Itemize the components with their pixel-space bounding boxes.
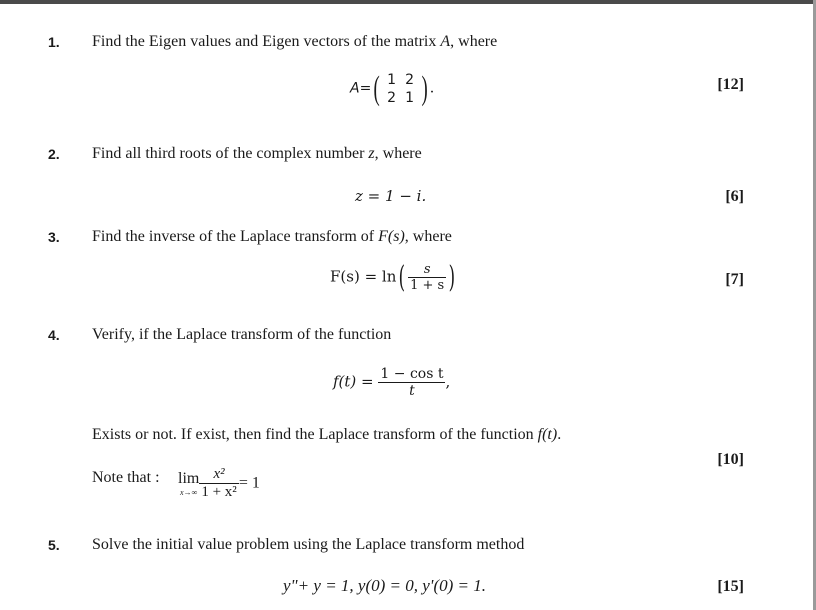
fraction-numerator: s [423,262,431,277]
question-2-text [92,145,422,163]
question-4-exists-text [92,426,561,444]
question-1-matrix-equation [350,72,434,106]
question-1-prompt: Find the Eigen values and Eigen vectors of the matrix [92,33,441,50]
note-limit-expression [178,466,260,501]
question-4-lhs: f(t) = [333,372,374,391]
question-3-equation [330,259,458,295]
question-3-func: F(s) [378,228,405,245]
question-4-equation [333,366,450,399]
question-1-prompt-end: , where [450,33,498,50]
left-paren: ( [373,70,381,107]
exists-func: f(t) [537,426,558,443]
matrix-cell: 1 [387,72,397,88]
question-3-text [92,228,452,246]
question-2-number: 2. [48,146,60,162]
matrix-cell: 2 [387,90,397,106]
limit-operator [178,470,199,497]
exists-prompt: Exists or not. If exist, then find the Laplace transform of the function [92,426,538,443]
fraction-denominator: 1 + s [410,278,445,293]
fraction-denominator: 1 + x² [201,484,237,500]
matrix-label: A [350,80,360,97]
question-2-prompt-end: , where [374,145,422,162]
note-label: Note that : [92,469,160,486]
question-4-marks: [10] [717,451,744,468]
question-2-var: z [368,145,375,162]
matrix-equals: = [359,80,372,97]
limit-word: lim [178,470,200,487]
question-1-marks: [12] [717,76,744,93]
fraction-denominator: t [378,382,445,399]
question-5-marks: [15] [717,578,744,595]
question-3-marks: [7] [725,271,744,288]
matrix-cell: 2 [405,72,415,88]
question-2-marks: [6] [725,188,744,205]
question-4-number: 4. [48,327,60,343]
fraction-numerator: 1 − cos t [380,366,444,382]
left-paren: ( [399,259,406,295]
note-fraction [199,466,238,501]
question-4-comma: , [445,372,451,391]
top-border [0,0,816,4]
matrix-cell: 1 [405,90,415,106]
question-3-lhs: F(s) = ln [330,267,397,286]
matrix-A [383,72,419,106]
question-2-equation: z = 1 − i. [355,187,427,205]
question-3-fraction [408,262,446,293]
question-3-number: 3. [48,229,60,245]
right-paren: ) [448,259,456,295]
note-rhs: = 1 [238,474,260,492]
question-4-fraction [378,366,445,399]
question-5-number: 5. [48,537,60,553]
question-3-prompt: Find the inverse of the Laplace transform of [92,228,379,245]
exists-end: . [557,426,562,443]
question-1-number: 1. [48,34,60,50]
limit-subscript: x→∞ [180,488,198,497]
question-5-equation: y"+ y = 1, y(0) = 0, y'(0) = 1. [283,576,486,595]
matrix-period: . [429,79,434,97]
question-4-text: Verify, if the Laplace transform of the function [92,326,392,343]
question-1-text [92,33,497,51]
question-2-prompt: Find all third roots of the complex number [92,145,369,162]
question-1-var: A [440,33,451,50]
right-paren: ) [421,70,428,107]
question-3-prompt-end: , where [404,228,452,245]
question-5-text: Solve the initial value problem using the Laplace transform method [92,536,525,553]
fraction-numerator: x² [213,466,225,482]
